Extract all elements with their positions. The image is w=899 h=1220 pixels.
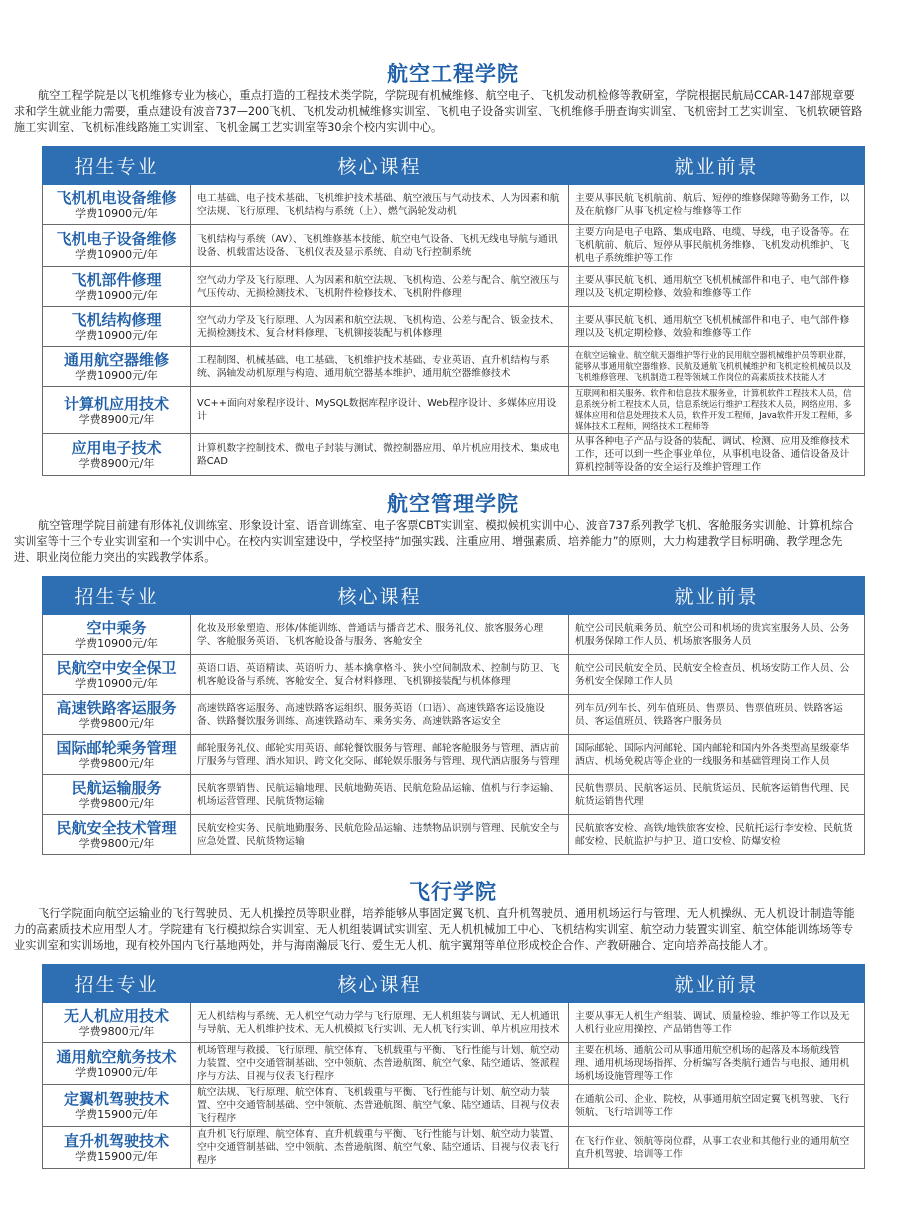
major-cell: [43, 655, 191, 695]
table-row: [43, 185, 865, 225]
major-cell: [43, 815, 191, 855]
major-fee: 学费9800元/年: [78, 717, 155, 730]
section-intro: 航空管理学院目前建有形体礼仪训练室、形象设计室、语音训练室、电子客票CBT实训室、模拟候机实训中心、波音737系列教学飞机、客舱服务实训舱、计算机综合实训室等十三个专业实训室和一个实训中心。在校内实训室建设中，学校坚持“加强实践、注重应用、增强素质、培养能力”的原则，大力构建教学目标明确、教学理念先进、职业岗位能力突出的实践教学体系。: [14, 519, 854, 564]
major-name: 国际邮轮乘务管理: [56, 739, 177, 757]
major-fee: 学费10900元/年: [75, 289, 158, 302]
courses-cell: 民航安检实务、民航地勤服务、民航危险品运输、违禁物品识别与管理、民航安全与应急处置、民航货物运输: [191, 815, 569, 855]
section-flight: [14, 876, 864, 1169]
courses-cell: VC++面向对象程序设计、MySQL数据库程序设计、Web程序设计、多媒体应用设计: [191, 387, 569, 434]
career-cell: 互联网和相关服务、软件和信息技术服务业，计算机软件工程技术人员，信息系统分析工程技术人员，信息系统运行维护工程技术人员，网络应用、多媒体应用和信息处理技术人员，软件开发工程师，Java软件开发工程师，多媒体技术工程师，网络技术工程师等: [569, 387, 865, 434]
courses-cell: 直升机飞行原理、航空体育、直升机载重与平衡、飞行性能与计划、航空动力装置、空中交通管制基础、空中领航、杰普逊航图、航空气象、陆空通话、目视与仪表飞行程序: [191, 1127, 569, 1169]
header-career: 就业前景: [569, 577, 865, 615]
major-cell: [43, 735, 191, 775]
major-name: 民航安全技术管理: [56, 819, 177, 837]
major-cell: [43, 347, 191, 387]
career-cell: 航空公司民航乘务员、航空公司和机场的贵宾室服务人员、公务机服务保障工作人员、机场旅客服务人员: [569, 615, 865, 655]
courses-cell: 计算机数字控制技术、微电子封装与测试、微控制器应用、单片机应用技术、集成电路CAD: [191, 434, 569, 476]
major-name: 通用航空器维修: [63, 351, 169, 369]
career-cell: 从事各种电子产品与设备的装配、调试、检测、应用及维修技术工作，还可以到一些企事业单位，从事机电设备、通信设备及计算机控制等设备的安全运行及维护管理工作: [569, 434, 865, 476]
major-fee: 学费9800元/年: [78, 1025, 155, 1038]
courses-cell: 电工基础、电子技术基础、飞机维护技术基础、航空液压与气动技术、人为因素和航空法规、飞行原理、飞机结构与系统（上）、燃气涡轮发动机: [191, 185, 569, 225]
courses-cell: 空气动力学及飞行原理、人为因素和航空法规、飞机构造、公差与配合、钣金技术、无损检测技术、复合材料修理、飞机铆接装配与机体修理: [191, 307, 569, 347]
major-fee: 学费8900元/年: [78, 457, 155, 470]
major-fee: 学费15900元/年: [75, 1108, 158, 1121]
major-table: [42, 964, 865, 1169]
courses-cell: 邮轮服务礼仪、邮轮实用英语、邮轮餐饮服务与管理、邮轮客舱服务与管理、酒店前厅服务与管理、酒水知识、跨文化交际、邮轮娱乐服务与管理、现代酒店服务与管理: [191, 735, 569, 775]
table-row: [43, 815, 865, 855]
career-cell: 在通航公司、企业、院校，从事通用航空固定翼飞机驾驶、飞行领航、飞行培训等工作: [569, 1085, 865, 1127]
major-cell: [43, 775, 191, 815]
career-cell: 国际邮轮、国际内河邮轮、国内邮轮和国内外各类型高星级豪华酒店、机场免税店等企业的一线服务和基础管理岗工作人员: [569, 735, 865, 775]
career-cell: 主要在机场、通航公司从事通用航空机场的起落及本场航线管理、通用机场现场指挥、分析编写各类航行通告与电报、通用机场机场设施管理等工作: [569, 1043, 865, 1085]
table-row: [43, 615, 865, 655]
major-name: 空中乘务: [86, 619, 147, 637]
header-courses: 核心课程: [191, 147, 569, 185]
table-row: [43, 655, 865, 695]
major-table: [42, 576, 865, 855]
career-cell: 主要从事民航飞机、通用航空飞机机械部件和电子、电气部件修理以及飞机定期检修、效验和维修等工作: [569, 267, 865, 307]
header-major: 招生专业: [43, 577, 191, 615]
table-row: [43, 347, 865, 387]
table-row: [43, 307, 865, 347]
major-fee: 学费15900元/年: [75, 1150, 158, 1163]
major-name: 民航运输服务: [71, 779, 162, 797]
header-courses: 核心课程: [191, 965, 569, 1003]
major-cell: [43, 695, 191, 735]
major-name: 通用航空航务技术: [56, 1048, 177, 1066]
courses-cell: 高速铁路客运服务、高速铁路客运组织、服务英语（口语）、高速铁路客运设施设备、铁路餐饮服务训练、高速铁路动车、乘务实务、高速铁路客运安全: [191, 695, 569, 735]
courses-cell: 化妆及形象塑造、形体/体能训练、普通话与播音艺术、服务礼仪、旅客服务心理学、客舱服务英语、飞机客舱设备与服务、客舱安全: [191, 615, 569, 655]
major-cell: [43, 225, 191, 267]
section-title: 飞行学院: [409, 880, 497, 904]
major-cell: [43, 1085, 191, 1127]
major-name: 应用电子技术: [71, 439, 162, 457]
major-fee: 学费10900元/年: [75, 637, 158, 650]
career-cell: 主要方向是电子电路、集成电路、电缆、导线，电子设备等。在飞机航前、航后、短停从事民航机务维修、飞机发动机维护、飞机电子系统维护等工作: [569, 225, 865, 267]
major-fee: 学费10900元/年: [75, 207, 158, 220]
major-name: 无人机应用技术: [63, 1007, 169, 1025]
major-cell: [43, 387, 191, 434]
major-fee: 学费10900元/年: [75, 677, 158, 690]
career-cell: 民航售票员、民航客运员、民航货运员、民航客运销售代理、民航货运销售代理: [569, 775, 865, 815]
header-career: 就业前景: [569, 965, 865, 1003]
courses-cell: 机场管理与救援、飞行原理、航空体育、飞机载重与平衡、飞行性能与计划、航空动力装置、空中交通管制基础、空中领航、杰普逊航图、航空气象、陆空通话、签派程序与方法、目视与仪表飞行程序: [191, 1043, 569, 1085]
courses-cell: 航空法规、飞行原理、航空体育、飞机载重与平衡、飞行性能与计划、航空动力装置、空中交通管制基础、空中领航、杰普逊航图、航空气象、陆空通话、目视与仪表飞行程序: [191, 1085, 569, 1127]
table-row: [43, 1085, 865, 1127]
courses-cell: 飞机结构与系统（AV）、飞机维修基本技能、航空电气设备、飞机无线电导航与通讯设备、机载雷达设备、飞机仪表及显示系统、自动飞行控制系统: [191, 225, 569, 267]
header-major: 招生专业: [43, 147, 191, 185]
career-cell: 主要从事民航飞机航前、航后、短停的维修保障等勤务工作，以及在航修厂从事飞机定检与维修等工作: [569, 185, 865, 225]
courses-cell: 空气动力学及飞行原理、人为因素和航空法规、飞机构造、公差与配合、航空液压与气压传动、无损检测技术、飞机附件检修技术、飞机附件修理: [191, 267, 569, 307]
courses-cell: 民航客票销售、民航运输地理、民航地勤英语、民航危险品运输、值机与行李运输、机场运营管理、民航货物运输: [191, 775, 569, 815]
major-name: 飞机部件修理: [71, 271, 162, 289]
table-row: [43, 225, 865, 267]
section-title: 航空工程学院: [387, 62, 519, 86]
major-fee: 学费10900元/年: [75, 1066, 158, 1079]
header-major: 招生专业: [43, 965, 191, 1003]
major-fee: 学费10900元/年: [75, 369, 158, 382]
courses-cell: 英语口语、英语精读、英语听力、基本擒拿格斗、狭小空间制敌术、控制与防卫、飞机客舱设备与系统、客舱安全、复合材料修理、飞机铆接装配与机体修理: [191, 655, 569, 695]
career-cell: 主要从事无人机生产组装、调试、质量检验、维护等工作以及无人机行业应用操控、产品销售等工作: [569, 1003, 865, 1043]
career-cell: 航空公司民航安全员、民航安全检查员、机场安防工作人员、公务机安全保障工作人员: [569, 655, 865, 695]
table-header-row: [43, 147, 865, 185]
career-cell: 在航空运输业、航空航天器维护等行业的民用航空器机械维护员等职业群，能够从事通用航空器维修、民航及通航飞机机械维护和飞机定检机械员以及飞机维修管理、飞机制造工程等领域工作岗位的高素质技术技能人才: [569, 347, 865, 387]
header-courses: 核心课程: [191, 577, 569, 615]
major-cell: [43, 615, 191, 655]
major-cell: [43, 1043, 191, 1085]
table-row: [43, 1127, 865, 1169]
major-fee: 学费9800元/年: [78, 797, 155, 810]
courses-cell: 工程制图、机械基础、电工基础、飞机维护技术基础、专业英语、直升机结构与系统、涡轴发动机原理与构造、通用航空器基本维护、通用航空器维修技术: [191, 347, 569, 387]
section-intro: 飞行学院面向航空运输业的飞行驾驶员、无人机操控员等职业群，培养能够从事固定翼飞机、直升机驾驶员、通用机场运行与管理、无人机操纵、无人机设计制造等能力的高素质技术应用型人才。学院建有飞行模拟综合实训室、无人机组装调试实训室、无人机机械加工中心、飞机结构实训室、航空动力装置实训室、航空体能训练场等专业实训室和实训场地，现有校外国内飞行基地两处，并与海南瀚辰飞行、爱生无人机、航宇翼翔等单位形成校企合作、产教研融合、定向培养高技能人才。: [14, 907, 855, 952]
major-name: 计算机应用技术: [63, 394, 169, 413]
section-title: 航空管理学院: [387, 492, 519, 516]
table-header-row: [43, 965, 865, 1003]
major-name: 飞机结构修理: [71, 311, 162, 329]
table-row: [43, 695, 865, 735]
table-row: [43, 735, 865, 775]
section-intro: 航空工程学院是以飞机维修专业为核心，重点打造的工程技术类学院，学院现有机械维修、航空电子、飞机发动机检修等教研室，学院根据民航局CCAR-147部规章要求和学生就业能力需要，重点建设有波音737—200飞机、飞机发动机械维修实训室、飞机电子设备实训室、飞机维修手册查询实训室、飞机密封工艺实训室、飞机软硬管路施工实训室、飞机标准线路施工实训室、飞机金属工艺实训室等30余个校内实训中心。: [14, 89, 863, 134]
career-cell: 在飞行作业、领航等岗位群，从事工农业和其他行业的通用航空直升机驾驶、培训等工作: [569, 1127, 865, 1169]
major-table: [42, 146, 865, 476]
major-name: 飞机机电设备维修: [56, 189, 177, 207]
table-row: [43, 387, 865, 434]
section-management: [14, 488, 864, 855]
major-name: 定翼机驾驶技术: [63, 1090, 169, 1108]
table-header-row: [43, 577, 865, 615]
major-cell: [43, 307, 191, 347]
major-fee: 学费9800元/年: [78, 757, 155, 770]
table-row: [43, 267, 865, 307]
major-cell: [43, 434, 191, 476]
table-row: [43, 1043, 865, 1085]
major-name: 高速铁路客运服务: [56, 699, 177, 717]
header-career: 就业前景: [569, 147, 865, 185]
major-fee: 学费9800元/年: [78, 837, 155, 850]
major-cell: [43, 267, 191, 307]
section-engineering: [14, 58, 864, 476]
major-name: 直升机驾驶技术: [63, 1132, 169, 1150]
career-cell: 列车员/列车长、列车值班员、售票员、售票值班员、铁路客运员、客运值班员、铁路客户服务员: [569, 695, 865, 735]
major-cell: [43, 185, 191, 225]
major-fee: 学费10900元/年: [75, 329, 158, 342]
major-cell: [43, 1127, 191, 1169]
table-row: [43, 1003, 865, 1043]
courses-cell: 无人机结构与系统、无人机空气动力学与飞行原理、无人机组装与调试、无人机通讯与导航、无人机维护技术、无人机模拟飞行实训、无人机飞行实训、单片机应用技术: [191, 1003, 569, 1043]
table-row: [43, 434, 865, 476]
major-name: 民航空中安全保卫: [56, 659, 177, 677]
major-name: 飞机电子设备维修: [56, 230, 177, 248]
major-fee: 学费8900元/年: [78, 412, 155, 426]
table-row: [43, 775, 865, 815]
major-fee: 学费10900元/年: [75, 248, 158, 261]
career-cell: 主要从事民航飞机、通用航空飞机机械部件和电子、电气部件修理以及飞机定期检修、效验和维修等工作: [569, 307, 865, 347]
career-cell: 民航旅客安检、高铁/地铁旅客安检、民航托运行李安检、民航货邮安检、民航监护与护卫、道口安检、防爆安检: [569, 815, 865, 855]
major-cell: [43, 1003, 191, 1043]
